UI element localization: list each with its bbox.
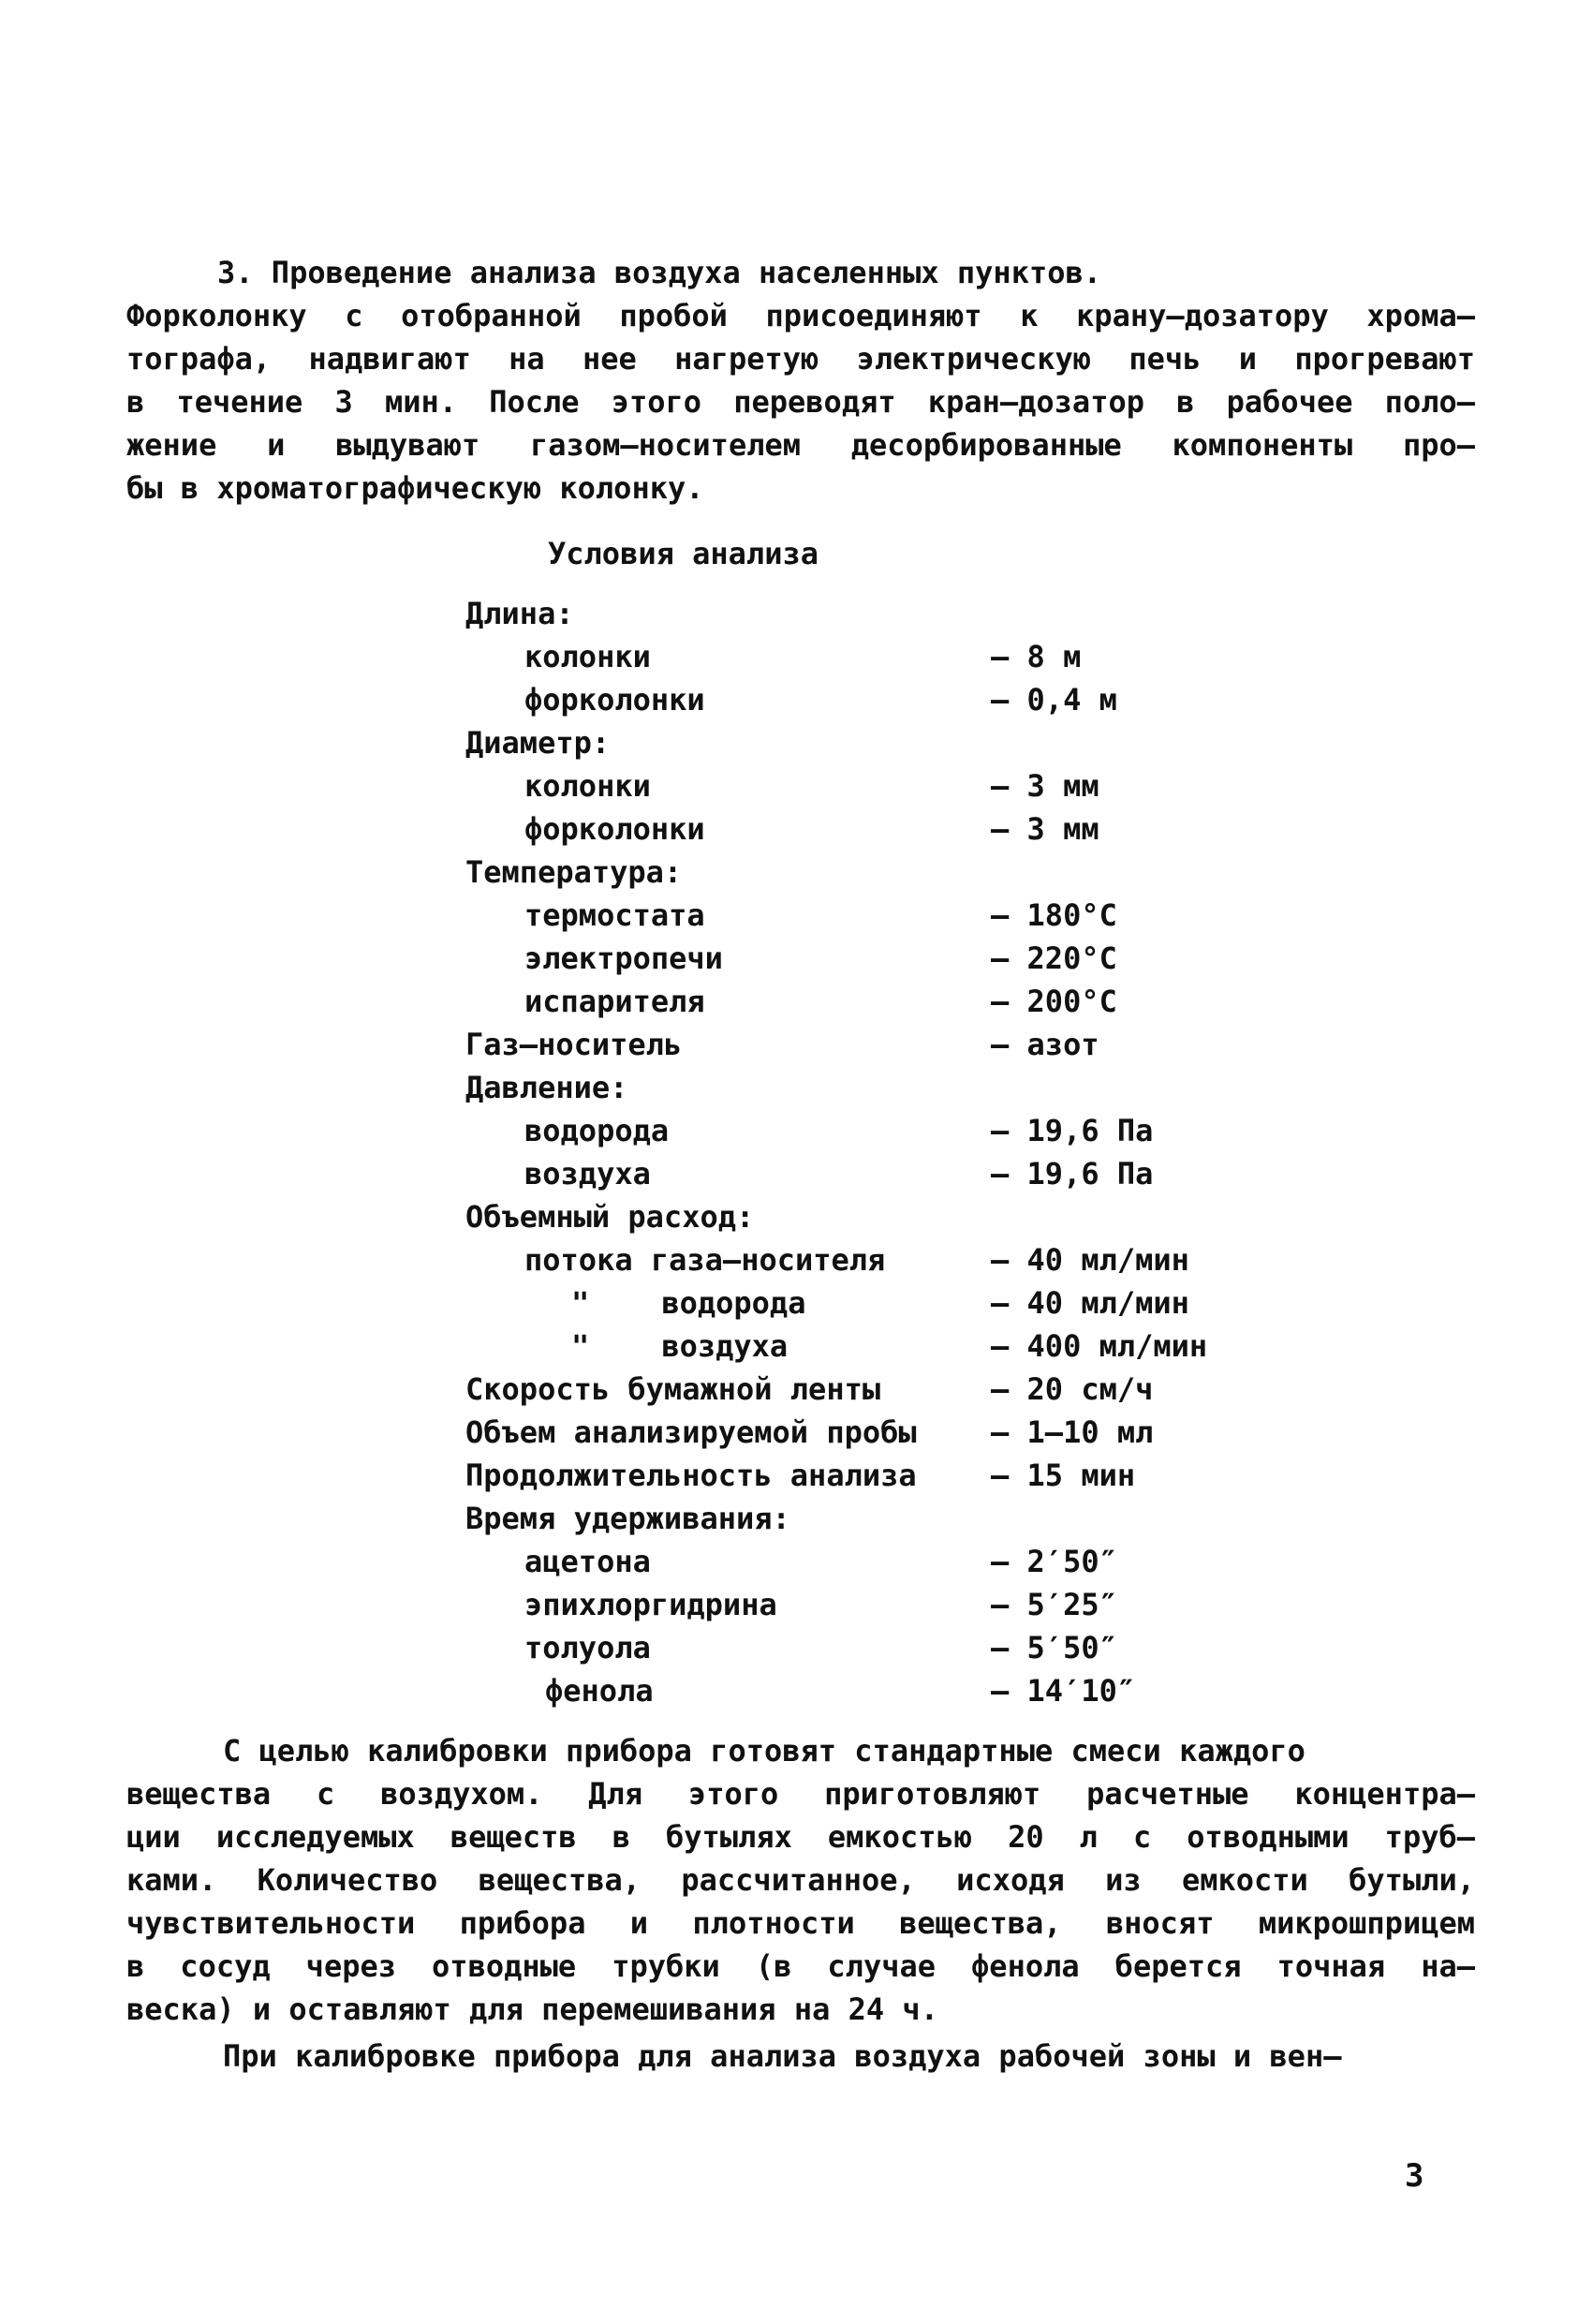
- paragraph-line: в сосуд через отводные трубки (в случае фенола берется точная на–: [126, 1948, 1475, 1984]
- condition-label: Объем анализируемой пробы: [465, 1414, 917, 1450]
- conditions-row: [0, 1023, 1593, 1066]
- condition-label: воздуха: [524, 1156, 651, 1192]
- conditions-row: [0, 592, 1593, 635]
- condition-label: форколонки: [524, 682, 705, 718]
- condition-value: – 15 мин: [991, 1458, 1136, 1493]
- condition-label: Время удерживания:: [465, 1501, 790, 1536]
- condition-label: " воздуха: [571, 1328, 789, 1364]
- condition-label: Продолжительность анализа: [465, 1458, 917, 1493]
- condition-value: – 180°С: [991, 897, 1117, 933]
- conditions-row: [0, 1497, 1593, 1540]
- condition-label: потока газа–носителя: [524, 1242, 886, 1278]
- paragraph-line: ками. Количество вещества, рассчитанное, исходя из емкости бутыли,: [126, 1862, 1475, 1898]
- paragraph-line: При калибровке прибора для анализа воздуха рабочей зоны и вен–: [223, 2038, 1342, 2074]
- condition-value: – 19,6 Па: [991, 1156, 1154, 1192]
- paragraph-line: веска) и оставляют для перемешивания на 24 ч.: [126, 1991, 938, 2027]
- conditions-row: [0, 1454, 1593, 1497]
- conditions-row: [0, 1411, 1593, 1454]
- condition-label: колонки: [524, 768, 651, 804]
- conditions-row: [0, 1109, 1593, 1152]
- condition-label: электропечи: [524, 940, 723, 976]
- conditions-row: [0, 937, 1593, 980]
- condition-label: Длина:: [465, 596, 574, 631]
- condition-label: толуола: [524, 1630, 651, 1665]
- paragraph-line: бы в хроматографическую колонку.: [126, 470, 704, 506]
- condition-label: Газ–носитель: [465, 1027, 683, 1062]
- paragraph-line: вещества с воздухом. Для этого приготовляют расчетные концентра–: [126, 1776, 1475, 1812]
- condition-value: – 400 мл/мин: [991, 1328, 1208, 1364]
- conditions-row: [0, 807, 1593, 851]
- conditions-row: [0, 635, 1593, 678]
- conditions-row: [0, 980, 1593, 1023]
- conditions-row: [0, 1281, 1593, 1325]
- conditions-row: [0, 1325, 1593, 1368]
- condition-value: – 220°С: [991, 940, 1117, 976]
- conditions-row: [0, 1669, 1593, 1712]
- paragraph-line: жение и выдувают газом–носителем десорбированные компоненты про–: [126, 427, 1475, 463]
- condition-value: – 3 мм: [991, 768, 1099, 804]
- condition-label: испарителя: [524, 984, 705, 1019]
- paragraph-line: в течение 3 мин. После этого переводят кран–дозатор в рабочее поло–: [126, 384, 1475, 420]
- conditions-row: [0, 1368, 1593, 1411]
- condition-label: эпихлоргидрина: [524, 1587, 777, 1622]
- condition-value: – 20 см/ч: [991, 1371, 1154, 1407]
- condition-value: – 3 мм: [991, 811, 1099, 847]
- condition-value: – 200°С: [991, 984, 1117, 1019]
- condition-label: колонки: [524, 639, 651, 674]
- conditions-row: [0, 1238, 1593, 1281]
- condition-value: – 0,4 м: [991, 682, 1117, 718]
- conditions-row: [0, 894, 1593, 937]
- conditions-row: [0, 1583, 1593, 1626]
- conditions-row: [0, 1066, 1593, 1109]
- condition-value: – 19,6 Па: [991, 1113, 1154, 1148]
- paragraph-line: ции исследуемых веществ в бутылях емкостью 20 л с отводными труб–: [126, 1819, 1475, 1855]
- condition-label: термостата: [524, 897, 705, 933]
- paragraph-line: тографа, надвигают на нее нагретую электрическую печь и прогревают: [126, 341, 1475, 377]
- condition-value: – 5′50″: [991, 1630, 1117, 1665]
- condition-value: – 40 мл/мин: [991, 1242, 1189, 1278]
- section-heading: 3. Проведение анализа воздуха населенных пунктов.: [217, 255, 1102, 290]
- condition-label: Давление:: [465, 1070, 628, 1105]
- conditions-row: [0, 1195, 1593, 1238]
- condition-value: – 40 мл/мин: [991, 1285, 1189, 1321]
- condition-label: водорода: [524, 1113, 670, 1148]
- condition-value: – азот: [991, 1027, 1099, 1062]
- condition-label: Скорость бумажной ленты: [465, 1371, 881, 1407]
- conditions-row: [0, 764, 1593, 807]
- conditions-row: [0, 851, 1593, 894]
- condition-value: – 2′50″: [991, 1544, 1117, 1579]
- page-number: 3: [1405, 2157, 1424, 2195]
- condition-value: – 1–10 мл: [991, 1414, 1154, 1450]
- condition-label: Диаметр:: [465, 725, 611, 761]
- paragraph-line: чувствительности прибора и плотности вещества, вносят микрошприцем: [126, 1905, 1475, 1941]
- conditions-title: Условия анализа: [548, 536, 819, 571]
- condition-value: – 5′25″: [991, 1587, 1117, 1622]
- conditions-row: [0, 678, 1593, 721]
- conditions-row: [0, 1152, 1593, 1195]
- paragraph-line: Форколонку с отобранной пробой присоединяют к крану–дозатору хрома–: [126, 298, 1475, 333]
- conditions-row: [0, 721, 1593, 764]
- conditions-row: [0, 1626, 1593, 1669]
- condition-label: ацетона: [524, 1544, 651, 1579]
- condition-label: Объемный расход:: [465, 1199, 755, 1235]
- condition-value: – 8 м: [991, 639, 1082, 674]
- condition-label: Температура:: [465, 854, 683, 890]
- condition-value: – 14′10″: [991, 1673, 1136, 1709]
- condition-label: " водорода: [571, 1285, 806, 1321]
- paragraph-line: С целью калибровки прибора готовят стандартные смеси каждого: [223, 1733, 1305, 1769]
- condition-label: форколонки: [524, 811, 705, 847]
- condition-label: фенола: [545, 1673, 654, 1709]
- conditions-row: [0, 1540, 1593, 1583]
